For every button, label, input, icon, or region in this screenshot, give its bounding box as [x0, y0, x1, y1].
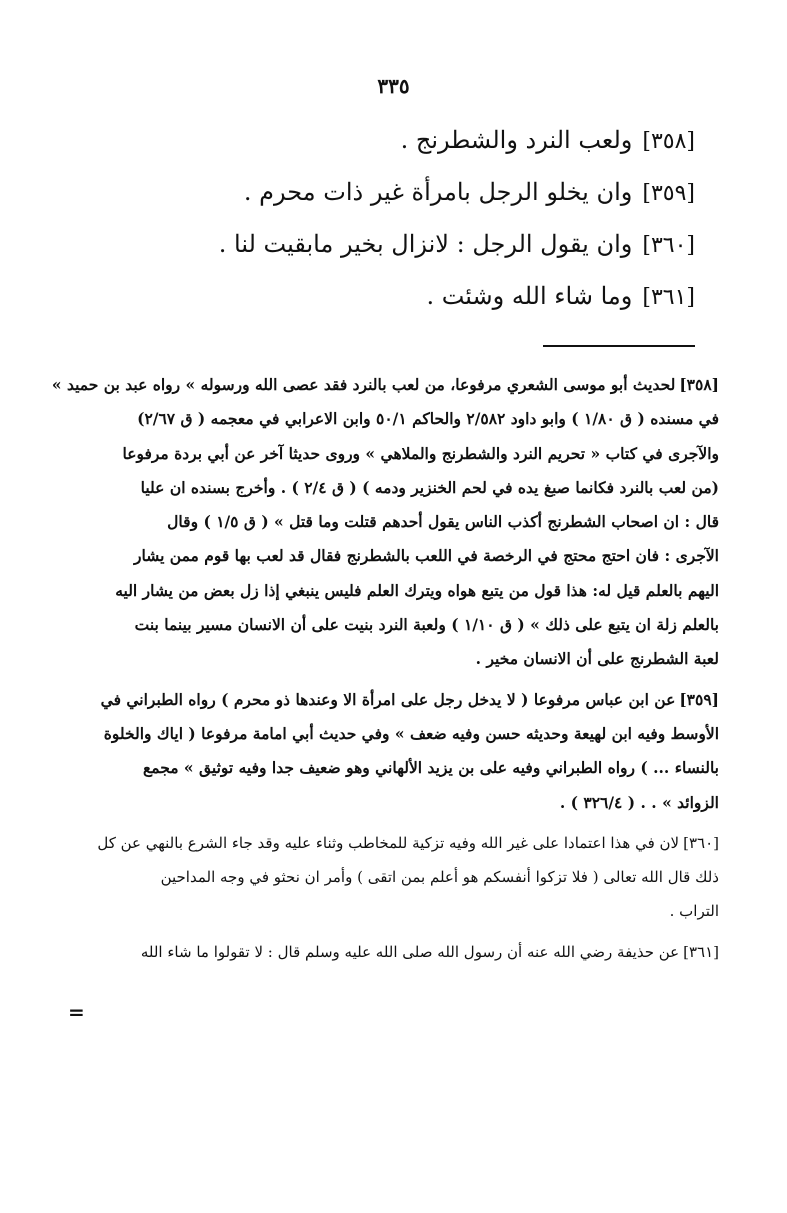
footnote-line: قال : ان اصحاب الشطرنج أكذب الناس يقول أحدهم قتلت وما قتل » ( ق ١/٥ ) وقال — [167, 512, 719, 532]
footnote-358 — [51, 368, 719, 677]
page-number: ٣٣٥ — [377, 74, 410, 98]
footnote-line: لعبة الشطرنج على أن الانسان مخير . — [475, 649, 719, 669]
footnote-text: عن حذيفة رضي الله عنه أن رسول الله صلى الله عليه وسلم قال : لا تقولوا ما شاء الله — [140, 942, 680, 961]
item-number: [٣٦١] — [642, 285, 695, 310]
main-item — [135, 176, 695, 228]
footnote-text: عن ابن عباس مرفوعا ( لا يدخل رجل على امرأة الا وعندها ذو محرم ) رواه الطبراني في — [100, 689, 676, 709]
footnote-line: في مسنده ( ق ١/٨٠ ) وابو داود ٢/٥٨٢ والحاكم ٥٠/١ وابن الاعرابي في معجمه ( ق ٢/٦٧) — [137, 409, 719, 429]
footnote-text: لحديث أبو موسى الشعري مرفوعا، من لعب بالنرد فقد عصى الله ورسوله » رواه عبد بن حميد » — [51, 375, 676, 394]
item-text: ولعب النرد والشطرنج . — [400, 126, 633, 154]
item-text: وان يقول الرجل : لانزال بخير مابقيت لنا . — [218, 230, 633, 258]
main-text — [135, 124, 695, 332]
footnote-number: [٣٥٨] — [679, 375, 719, 394]
footnotes — [51, 368, 719, 975]
main-item — [135, 124, 695, 176]
footnote-separator — [543, 345, 695, 347]
footnote-line: والآجرى في كتاب « تحريم النرد والشطرنج والملاهي » وروى حديثا آخر عن أبي بردة مرفوعا — [122, 443, 719, 463]
footnote-number: [٣٦١] — [683, 942, 719, 961]
item-text: وان يخلو الرجل بامرأة غير ذات محرم . — [243, 178, 633, 206]
footnote-line: بالعلم زلة ان يتبع على ذلك » ( ق ١/١٠ ) ولعبة النرد بنيت على أن الانسان مسير بينما بنت — [134, 615, 719, 635]
footnote-line: اليهم بالعلم قيل له: هذا قول من يتبع هواه ويترك العلم فليس ينبغي إذا زل بعض من يشار اليه — [115, 580, 719, 600]
main-item — [135, 280, 695, 332]
item-number: [٣٥٨] — [642, 129, 695, 154]
footnote-359 — [59, 683, 719, 820]
footnote-line — [59, 935, 719, 969]
footnote-line: الأوسط وفيه ابن لهيعة وحديثه حسن وفيه ضعف » وفي حديث أبي امامة مرفوعا ( اياك والخلوة — [103, 723, 719, 743]
main-item — [135, 228, 695, 280]
continuation-mark: = — [68, 1000, 85, 1024]
footnote-line: الزوائد » . . ( ٣٢٦/٤ ) . — [559, 792, 719, 812]
item-number: [٣٦٠] — [642, 233, 695, 258]
footnote-line — [59, 826, 719, 860]
footnote-line — [51, 368, 719, 402]
footnote-360 — [59, 826, 719, 929]
footnote-text: لان في هذا اعتمادا على غير الله وفيه تزكية للمخاطب وثناء عليه وقد جاء الشرع بالنهي عن كل — [97, 833, 680, 852]
footnote-line: بالنساء ... ) رواه الطبراني وفيه على بن يزيد الألهاني وهو ضعيف جدا وفيه توثيق » مجمع — [142, 758, 719, 778]
footnote-361 — [59, 935, 719, 969]
item-text: وما شاء الله وشئت . — [426, 282, 633, 310]
footnote-line — [59, 683, 719, 717]
footnote-line: (من لعب بالنرد فكانما صبغ يده في لحم الخنزير ودمه ) ( ق ٢/٤ ) . وأخرج بسنده ان عليا — [140, 477, 719, 497]
footnote-number: [٣٥٩] — [679, 689, 719, 709]
item-number: [٣٥٩] — [642, 181, 695, 206]
footnote-line: الآجرى : فان احتج محتج في الرخصة في اللعب بالشطرنج فقال قد لعب بها قوم ممن يشار — [134, 546, 719, 566]
footnote-number: [٣٦٠] — [683, 833, 719, 852]
footnote-line: ذلك قال الله تعالى ( فلا تزكوا أنفسكم هو أعلم بمن اتقى ) وأمر ان نحثو في وجه المداحين — [160, 868, 719, 887]
footnote-line: التراب . — [669, 902, 719, 921]
